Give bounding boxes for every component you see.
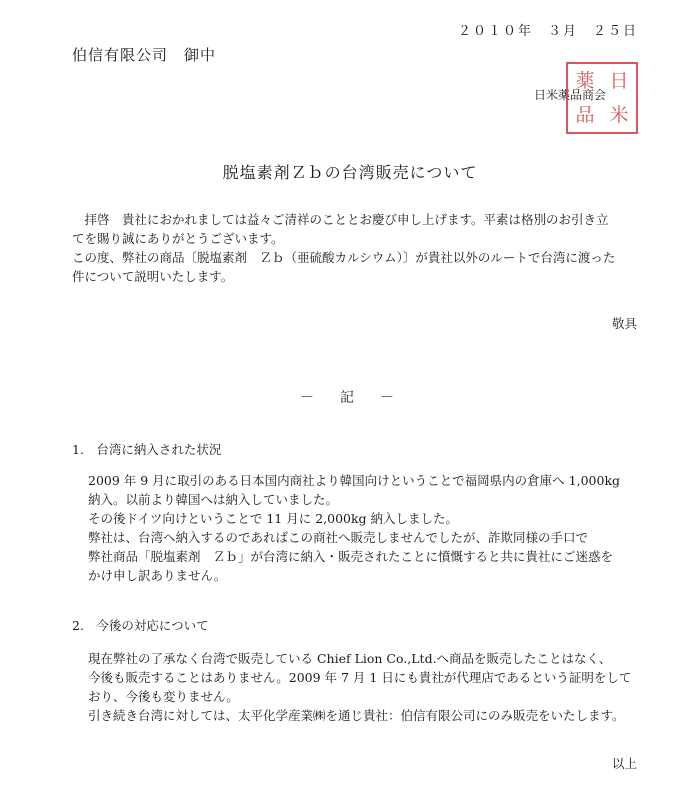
section-2-heading: 2. 今後の対応について [72, 618, 209, 633]
section-1-line: その後ドイツ向けということで 11 月に 2,000kg 納入しました。 [88, 511, 459, 526]
intro-line: てを賜り誠にありがとうございます。 [72, 231, 284, 246]
section-1-line: かけ申し訳ありません。 [88, 568, 227, 583]
seal-char: 薬 [575, 69, 595, 92]
section-2-line: 今後も販売することはありません。2009 年 7 月 1 日にも貴社が代理店であるという証明をして [88, 670, 632, 685]
section-1-line: 2009 年 9 月に取引のある日本国内商社より韓国向けということで福岡県内の倉庫へ 1,000kg [88, 473, 621, 488]
seal-char: 米 [609, 103, 629, 126]
section-2-line: 引き続き台湾に対しては、太平化学産業㈱を通じ貴社：伯信有限公司にのみ販売をいたします。 [88, 708, 625, 723]
section-1-line: 弊社商品「脱塩素剤 Ｚｂ」が台湾に納入・販売されたことに憤慨すると共に貴社にご迷惑を [88, 549, 614, 564]
intro-line: この度、弊社の商品〔脱塩素剤 Ｚｂ（亜硫酸カルシウム）〕が貴社以外のルートで台湾に渡った [72, 250, 616, 265]
recipient: 伯信有限公司 御中 [72, 46, 217, 64]
intro-line: 拝啓 貴社におかれましては益々ご清祥のこととお慶び申し上げます。平素は格別のお引き立 [72, 212, 609, 227]
section-1-heading: 1. 台湾に納入された状況 [72, 442, 222, 457]
section-2-body [88, 649, 653, 725]
seal-char: 日 [609, 69, 629, 92]
intro-paragraph [72, 210, 637, 286]
intro-line: 件について説明いたします。 [72, 269, 234, 284]
sender-name: 日米薬品商会 [534, 88, 607, 102]
section-1-line: 納入。以前より韓国へは納入していました。 [88, 492, 339, 507]
section-1-line: 弊社は、台湾へ納入するのであればこの商社へ販売しませんでしたが、詐欺同様の手口で [88, 530, 589, 545]
ki-separator: － 記 － [300, 390, 400, 406]
section-2-line: おり、今後も変りません。 [88, 689, 239, 704]
seal-char: 品 [575, 103, 595, 126]
letter-date: ２０１０年 ３月 ２５日 [457, 24, 638, 39]
company-seal [566, 62, 638, 134]
document-title: 脱塩素剤Ｚｂの台湾販売について [222, 163, 478, 182]
closing-keigu: 敬具 [611, 316, 637, 331]
section-1-body [88, 471, 653, 585]
section-2-line: 現在弊社の了承なく台湾で販売している Chief Lion Co.,Ltd.へ商品を販売したことはなく、 [88, 651, 612, 666]
closing-ijou: 以上 [611, 756, 637, 771]
